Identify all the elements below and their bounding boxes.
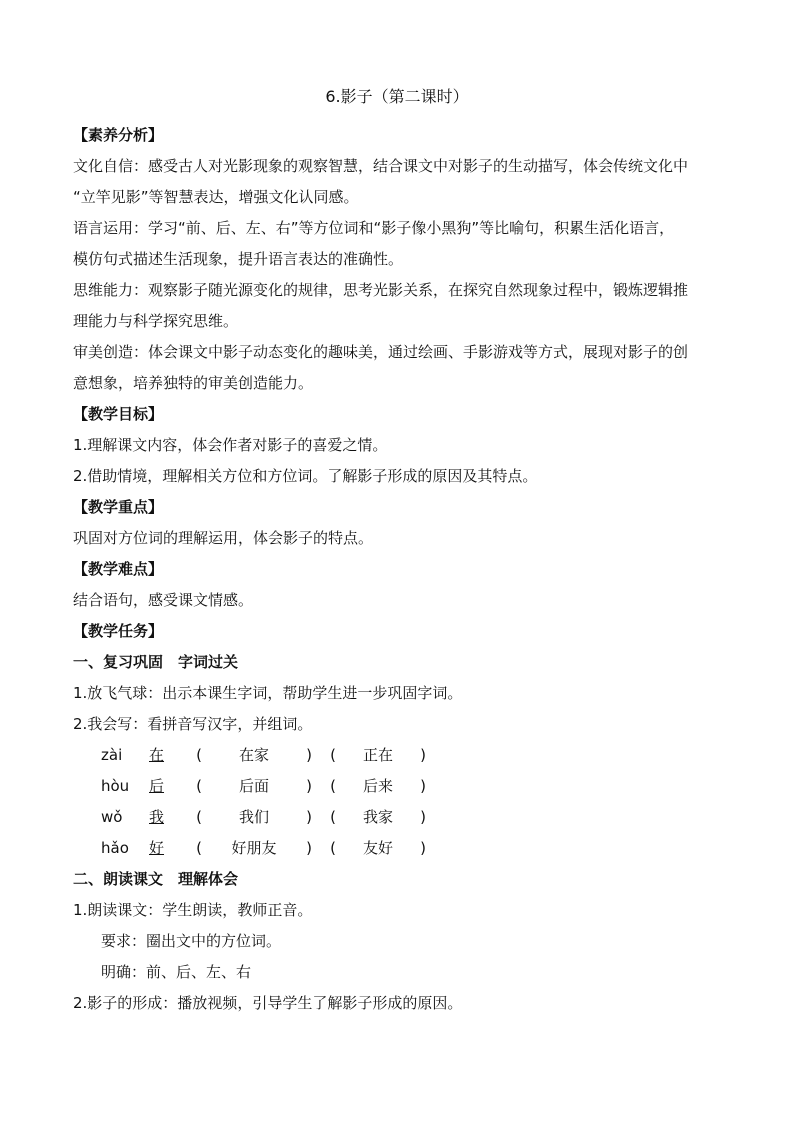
paragraph-line: 1.理解课文内容，体会作者对影子的喜爱之情。 bbox=[73, 436, 388, 454]
pinyin: zài bbox=[101, 746, 123, 764]
word-group: ( 好朋友 ) bbox=[187, 833, 321, 864]
paragraph-line: 意想象，培养独特的审美创造能力。 bbox=[73, 374, 314, 392]
paragraph-line: “立竿见影”等智慧表达，增强文化认同感。 bbox=[73, 188, 359, 206]
paragraph-line: 结合语句，感受课文情感。 bbox=[73, 591, 254, 609]
section-heading-tasks: 【教学任务】 bbox=[73, 622, 164, 640]
section-heading-key: 【教学重点】 bbox=[73, 498, 164, 516]
paragraph-line: 思维能力：观察影子随光源变化的规律，思考光影关系，在探究自然现象过程中，锻炼逻辑推 bbox=[73, 281, 689, 299]
paragraph-line: 模仿句式描述生活现象，提升语言表达的准确性。 bbox=[73, 250, 404, 268]
paragraph-line: 2.借助情境，理解相关方位和方位词。了解影子形成的原因及其特点。 bbox=[73, 467, 538, 485]
paragraph-line: 1.放飞气球：出示本课生字词，帮助学生进一步巩固字词。 bbox=[73, 684, 463, 702]
pinyin-exercise-row bbox=[73, 740, 725, 771]
pinyin-exercise-row bbox=[73, 771, 725, 802]
word-group: ( 后面 ) bbox=[187, 771, 321, 802]
pinyin: hǎo bbox=[101, 839, 129, 857]
word-answer: 我们 bbox=[238, 808, 269, 826]
word-answer: 友好 bbox=[362, 839, 393, 857]
paragraph-line: 文化自信：感受古人对光影现象的观察智慧，结合课文中对影子的生动描写，体会传统文化中 bbox=[73, 157, 689, 175]
word-group: ( 我们 ) bbox=[187, 802, 321, 833]
task-part-heading: 一、复习巩固 字词过关 bbox=[73, 653, 239, 671]
paragraph-line: 巩固对方位词的理解运用，体会影子的特点。 bbox=[73, 529, 374, 547]
document-body bbox=[73, 120, 725, 1019]
pinyin-exercise-row bbox=[73, 833, 725, 864]
word-answer: 好朋友 bbox=[231, 839, 277, 857]
word-group: ( 在家 ) bbox=[187, 740, 321, 771]
word-answer: 在家 bbox=[238, 746, 269, 764]
pinyin: hòu bbox=[101, 777, 130, 795]
hanzi-answer: 在 bbox=[149, 746, 165, 764]
pinyin: wǒ bbox=[101, 808, 123, 826]
word-answer: 我家 bbox=[362, 808, 393, 826]
pinyin-exercise-row bbox=[73, 802, 725, 833]
section-heading-literacy: 【素养分析】 bbox=[73, 126, 164, 144]
word-group: ( 后来 ) bbox=[321, 771, 435, 802]
section-heading-difficulty: 【教学难点】 bbox=[73, 560, 164, 578]
word-group: ( 我家 ) bbox=[321, 802, 435, 833]
word-answer: 正在 bbox=[362, 746, 393, 764]
word-answer: 后来 bbox=[362, 777, 393, 795]
paragraph-line: 语言运用：学习“前、后、左、右”等方位词和“影子像小黑狗”等比喻句，积累生活化语言， bbox=[73, 219, 675, 237]
paragraph-line: 理能力与科学探究思维。 bbox=[73, 312, 239, 330]
paragraph-line: 要求：圈出文中的方位词。 bbox=[101, 932, 282, 950]
task-part-heading: 二、朗读课文 理解体会 bbox=[73, 870, 239, 888]
hanzi-answer: 好 bbox=[149, 839, 165, 857]
paragraph-line: 1.朗读课文：学生朗读，教师正音。 bbox=[73, 901, 313, 919]
section-heading-goals: 【教学目标】 bbox=[73, 405, 164, 423]
hanzi-answer: 后 bbox=[149, 777, 165, 795]
page-title: 6.影子（第二课时） bbox=[325, 87, 469, 106]
paragraph-line: 明确：前、后、左、右 bbox=[101, 963, 252, 981]
paragraph-line: 2.影子的形成：播放视频，引导学生了解影子形成的原因。 bbox=[73, 994, 463, 1012]
hanzi-answer: 我 bbox=[149, 808, 165, 826]
word-group: ( 友好 ) bbox=[321, 833, 435, 864]
word-group: ( 正在 ) bbox=[321, 740, 435, 771]
paragraph-line: 审美创造：体会课文中影子动态变化的趣味美，通过绘画、手影游戏等方式，展现对影子的创 bbox=[73, 343, 689, 361]
paragraph-line: 2.我会写：看拼音写汉字，并组词。 bbox=[73, 715, 313, 733]
word-answer: 后面 bbox=[238, 777, 269, 795]
